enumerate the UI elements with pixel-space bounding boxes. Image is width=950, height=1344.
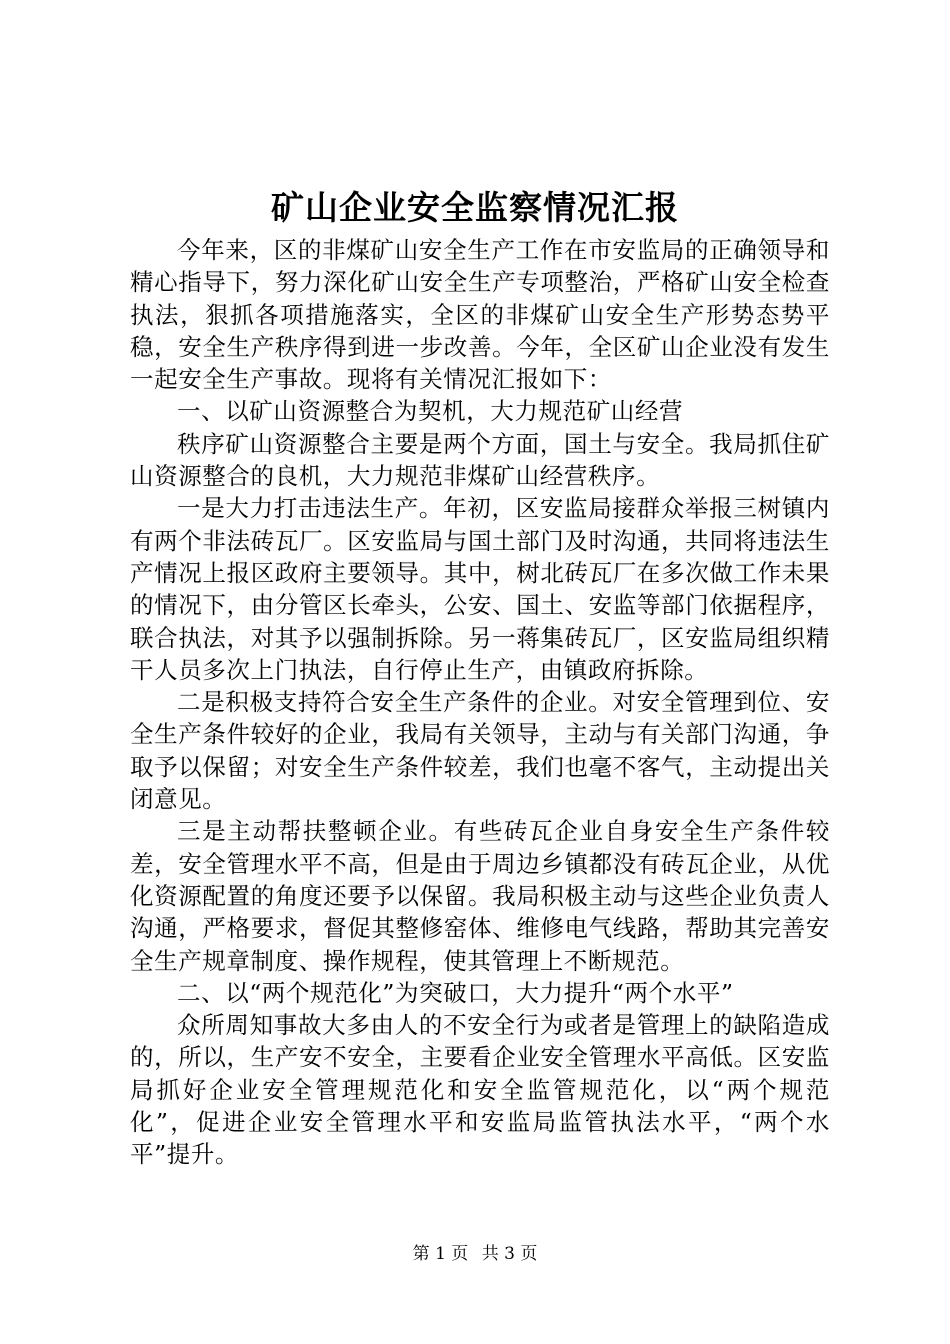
page-number: 第 1 页 bbox=[412, 1244, 469, 1264]
paragraph: 二是积极支持符合安全生产条件的企业。对安全管理到位、安全生产条件较好的企业，我局有关领导，主动与有关部门沟通，争取予以保留；对安全生产条件较差，我们也毫不客气，主动提出关闭意见。 bbox=[130, 688, 830, 814]
paragraph: 三是主动帮扶整顿企业。有些砖瓦企业自身安全生产条件较差，安全管理水平不高，但是由于周边乡镇都没有砖瓦企业，从优化资源配置的角度还要予以保留。我局积极主动与这些企业负责人沟通，严格要求，督促其整修窑体、维修电气线路，帮助其完善安全生产规章制度、操作规程，使其管理上不断规范。 bbox=[130, 817, 830, 975]
section-heading-2: 二、以“两个规范化”为突破口，大力提升“两个水平” bbox=[177, 978, 734, 1007]
paragraph: 一是大力打击违法生产。年初，区安监局接群众举报三树镇内有两个非法砖瓦厂。区安监局与国土部门及时沟通，共同将违法生产情况上报区政府主要领导。其中，树北砖瓦厂在多次做工作未果的情况下，由分管区长牵头，公安、国土、安监等部门依据程序，联合执法，对其予以强制拆除。另一蒋集砖瓦厂，区安监局组织精干人员多次上门执法，自行停止生产，由镇政府拆除。 bbox=[130, 494, 830, 684]
paragraph: 秩序矿山资源整合主要是两个方面，国土与安全。我局抓住矿山资源整合的良机，大力规范非煤矿山经营秩序。 bbox=[130, 429, 830, 491]
document-title: 矿山企业安全监察情况汇报 bbox=[271, 188, 679, 227]
document-body bbox=[130, 234, 830, 1171]
paragraph: 众所周知事故大多由人的不安全行为或者是管理上的缺陷造成的，所以，生产安不安全，主要看企业安全管理水平高低。区安监局抓好企业安全管理规范化和安全监管规范化，以“两个规范化”，促进企业安全管理水平和安监局监管执法水平，“两个水平”提升。 bbox=[130, 1011, 830, 1169]
section-heading-1: 一、以矿山资源整合为契机，大力规范矿山经营 bbox=[177, 397, 684, 426]
page-total: 共 3 页 bbox=[481, 1244, 538, 1264]
page-footer bbox=[0, 1242, 950, 1266]
paragraph-intro: 今年来，区的非煤矿山安全生产工作在市安监局的正确领导和精心指导下，努力深化矿山安全生产专项整治，严格矿山安全检查执法，狠抓各项措施落实，全区的非煤矿山安全生产形势态势平稳，安全生产秩序得到进一步改善。今年，全区矿山企业没有发生一起安全生产事故。现将有关情况汇报如下： bbox=[130, 236, 830, 394]
